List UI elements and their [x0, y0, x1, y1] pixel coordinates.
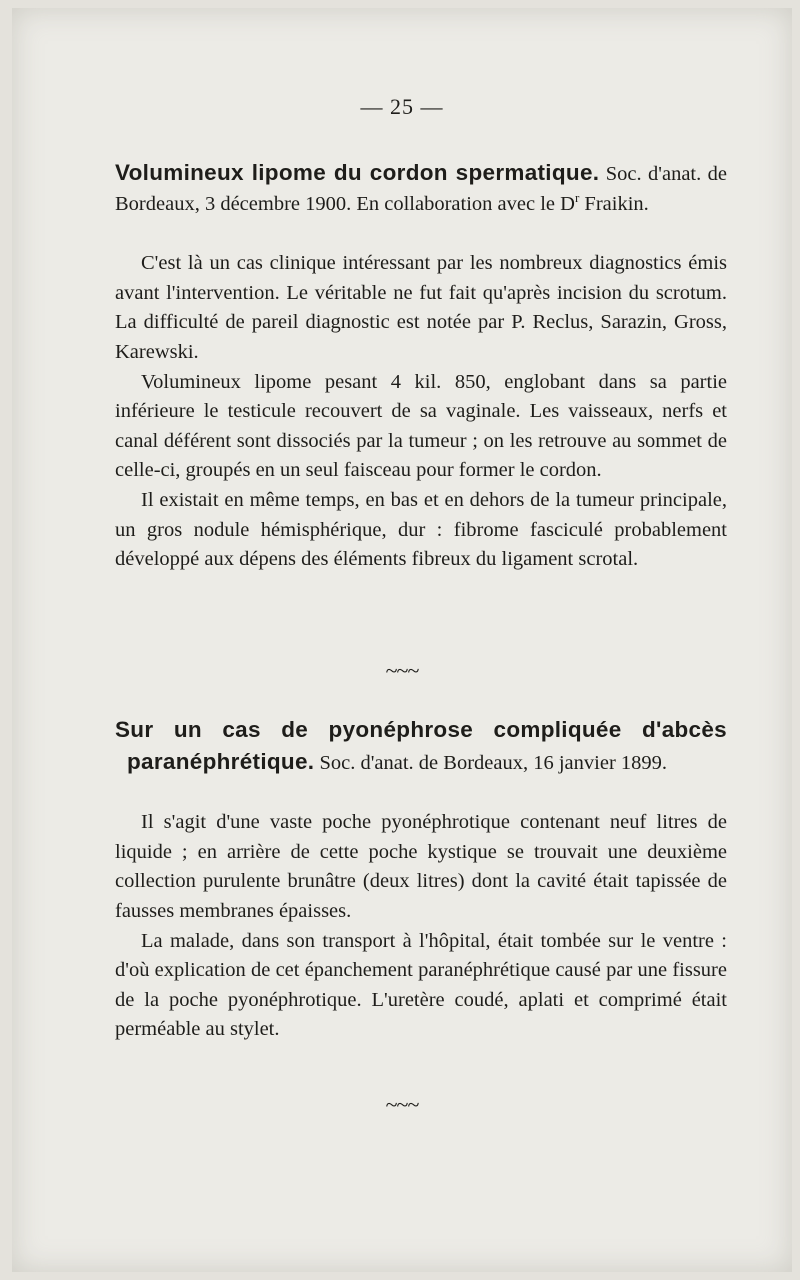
section-lipome-citation-sup: r	[574, 189, 580, 205]
section-lipome-citation: Soc. d'anat. de Bordeaux, 3 décembre 1900. En collaboration avec le D	[115, 163, 728, 215]
section-pyonephrose-paragraph: La malade, dans son transport à l'hôpital, était tombée sur le ventre : d'où explication de cet épanchement paranéphrétique causé par une fissure de la poche pyonéphrotique. L'uretère coudé, aplati et comprimé était perméable au stylet.	[115, 929, 727, 1041]
section-lipome-paragraph: Il existait en même temps, en bas et en dehors de la tumeur principale, un gros nodule hémisphérique, dur : fibrome fasciculé probablement développé aux dépens des éléments fibreux du ligament scrotal.	[115, 488, 727, 571]
section-pyonephrose-heading	[115, 715, 727, 778]
section-lipome-title: Volumineux lipome du cordon spermatique.	[115, 160, 600, 185]
section-pyonephrose-citation: Soc. d'anat. de Bordeaux, 16 janvier 1899.	[314, 751, 668, 774]
page-number: — 25 —	[360, 94, 444, 119]
document-page	[12, 8, 792, 1272]
section-lipome-citation-tail: Fraikin.	[579, 192, 649, 215]
section-pyonephrose-title: Sur un cas de pyonéphrose compliquée d'abcès paranéphrétique.	[115, 717, 727, 774]
section-lipome-paragraph: Volumineux lipome pesant 4 kil. 850, englobant dans sa partie inférieure le testicule recouvert de sa vaginale. Les vaisseaux, nerfs et canal déférent sont dissociés par la tumeur ; on les retrouve au sommet de celle-ci, groupés en un seul faisceau pour former le cordon.	[115, 370, 727, 482]
section-pyonephrose	[115, 715, 727, 1045]
section-divider-ornament: ~~~	[385, 658, 419, 683]
section-lipome	[115, 158, 727, 575]
section-pyonephrose-paragraph: Il s'agit d'une vaste poche pyonéphrotique contenant neuf litres de liquide ; en arrière de cette poche kystique se trouvait une deuxième collection purulente brunâtre (deux litres) dont la cavité était tapissée de fausses membranes épaisses.	[115, 811, 727, 922]
section-lipome-heading	[115, 158, 727, 219]
section-end-ornament: ~~~	[385, 1092, 419, 1117]
section-lipome-paragraph: C'est là un cas clinique intéressant par les nombreux diagnostics émis avant l'intervention. Le véritable ne fut fait qu'après incision du scrotum. La difficulté de pareil diagnostic est notée par P. Reclus, Sarazin, Gross, Karewski.	[115, 252, 727, 363]
